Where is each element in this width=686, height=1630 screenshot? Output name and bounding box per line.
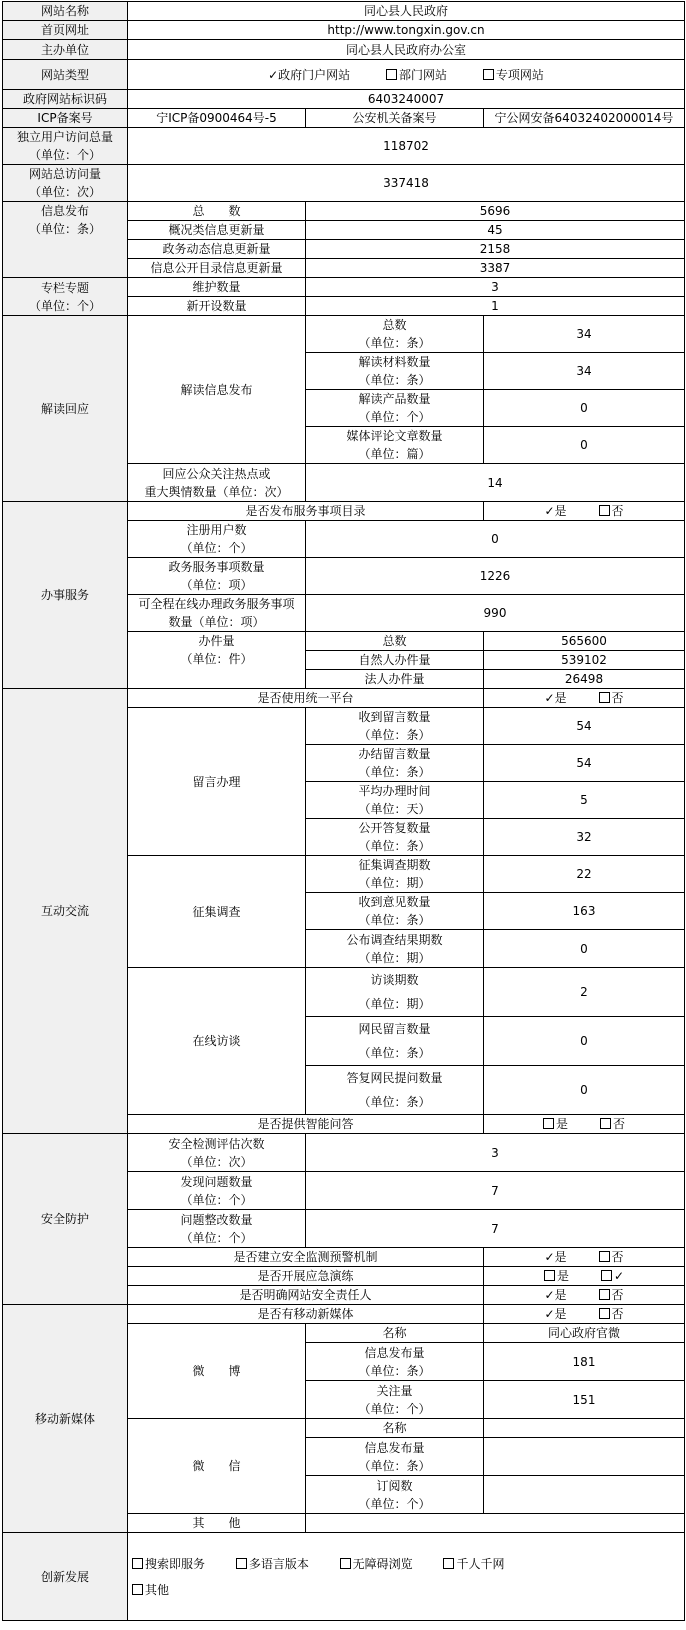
weibo-posts-label: 信息发布量 （单位：条） bbox=[306, 1343, 484, 1381]
security-fixed-label: 问题整改数量 （单位：个） bbox=[128, 1210, 306, 1248]
info-total: 5696 bbox=[306, 202, 685, 221]
msg-recv-label: 收到留言数量 （单位：条） bbox=[306, 708, 484, 745]
site-type-options bbox=[128, 60, 685, 90]
checkbox-icon bbox=[236, 1558, 247, 1569]
msg-done-label: 办结留言数量 （单位：条） bbox=[306, 745, 484, 782]
mobile-has-choice: ✓是 否 bbox=[484, 1305, 685, 1324]
interview-times: 2 bbox=[484, 968, 685, 1017]
warning-choice: ✓是 否 bbox=[484, 1248, 685, 1267]
interpret-material: 34 bbox=[484, 353, 685, 390]
service-online: 990 bbox=[306, 595, 685, 632]
innovation-options bbox=[128, 1533, 685, 1621]
innovation-option-search: 搜索即服务 bbox=[132, 1551, 232, 1577]
interpret-media: 0 bbox=[484, 427, 685, 464]
interpret-material-label: 解读材料数量 （单位：条） bbox=[306, 353, 484, 390]
msg-public: 32 bbox=[484, 819, 685, 856]
info-disclosure: 3387 bbox=[306, 259, 685, 278]
innovation-section-label: 创新发展 bbox=[3, 1533, 128, 1621]
platform-label: 是否使用统一平台 bbox=[128, 689, 484, 708]
homepage-url[interactable]: http://www.tongxin.gov.cn bbox=[128, 21, 685, 40]
uv-value: 118702 bbox=[128, 128, 685, 165]
checkbox-icon bbox=[132, 1558, 143, 1569]
msg-section-label: 留言办理 bbox=[128, 708, 306, 856]
checkbox-icon bbox=[543, 1118, 554, 1129]
homepage-label: 首页网址 bbox=[3, 21, 128, 40]
weibo-label: 微 博 bbox=[128, 1324, 306, 1419]
survey-results: 0 bbox=[484, 930, 685, 968]
police-label: 公安机关备案号 bbox=[306, 109, 484, 128]
interpret-total: 34 bbox=[484, 316, 685, 353]
checkbox-icon bbox=[601, 1270, 612, 1281]
survey-results-label: 公布调查结果期数 （单位：期） bbox=[306, 930, 484, 968]
service-section-label: 办事服务 bbox=[3, 502, 128, 689]
security-section-label: 安全防护 bbox=[3, 1134, 128, 1305]
wechat-name-label: 名称 bbox=[306, 1419, 484, 1438]
police-number: 宁公网安备64032402000014号 bbox=[484, 109, 685, 128]
interpret-product: 0 bbox=[484, 390, 685, 427]
service-catalog-label: 是否发布服务事项目录 bbox=[128, 502, 484, 521]
msg-done: 54 bbox=[484, 745, 685, 782]
weibo-follow-label: 关注量 （单位：个） bbox=[306, 1381, 484, 1419]
pv-value: 337418 bbox=[128, 165, 685, 202]
cases-total-label: 总数 bbox=[306, 632, 484, 651]
interpret-respond: 14 bbox=[306, 464, 685, 502]
checkbox-icon bbox=[599, 1251, 610, 1262]
checkbox-icon bbox=[340, 1558, 351, 1569]
security-checks: 3 bbox=[306, 1134, 685, 1172]
weibo-posts: 181 bbox=[484, 1343, 685, 1381]
checkbox-icon bbox=[599, 692, 610, 703]
icp-number: 宁ICP备0900464号-5 bbox=[128, 109, 306, 128]
survey-opinions-label: 收到意见数量 （单位：条） bbox=[306, 893, 484, 930]
owner-label: 是否明确网站安全责任人 bbox=[128, 1286, 484, 1305]
interaction-section-label: 互动交流 bbox=[3, 689, 128, 1134]
service-items-label: 政务服务事项数量 （单位：项） bbox=[128, 558, 306, 595]
wechat-subs bbox=[484, 1476, 685, 1514]
interpret-publish-label: 解读信息发布 bbox=[128, 316, 306, 464]
type-option-portal: ✓政府门户网站 bbox=[268, 67, 351, 82]
interview-answers: 0 bbox=[484, 1066, 685, 1115]
wechat-label: 微 信 bbox=[128, 1419, 306, 1514]
website-annual-report-table bbox=[2, 1, 685, 1621]
smart-qa-label: 是否提供智能问答 bbox=[128, 1115, 484, 1134]
innovation-option-multilang: 多语言版本 bbox=[236, 1551, 336, 1577]
innovation-option-personalized: 千人千网 bbox=[443, 1551, 543, 1577]
info-total-label: 总 数 bbox=[128, 202, 306, 221]
service-cases-label: 办件量 （单位：件） bbox=[128, 632, 306, 689]
interview-section-label: 在线访谈 bbox=[128, 968, 306, 1115]
wechat-posts-label: 信息发布量 （单位：条） bbox=[306, 1438, 484, 1476]
survey-times-label: 征集调查期数 （单位：期） bbox=[306, 856, 484, 893]
platform-choice: ✓是 否 bbox=[484, 689, 685, 708]
info-overview-label: 概况类信息更新量 bbox=[128, 221, 306, 240]
info-overview: 45 bbox=[306, 221, 685, 240]
checkbox-icon bbox=[599, 1289, 610, 1300]
checkbox-icon bbox=[544, 1270, 555, 1281]
other-media-value bbox=[306, 1514, 685, 1533]
checkbox-icon bbox=[600, 1118, 611, 1129]
msg-time-label: 平均办理时间 （单位：天） bbox=[306, 782, 484, 819]
site-type-label: 网站类型 bbox=[3, 60, 128, 90]
type-option-department: 部门网站 bbox=[386, 66, 447, 84]
sponsor-label: 主办单位 bbox=[3, 40, 128, 60]
column-maintain: 3 bbox=[306, 278, 685, 297]
drill-label: 是否开展应急演练 bbox=[128, 1267, 484, 1286]
interview-msgs-label: 网民留言数量 （单位：条） bbox=[306, 1017, 484, 1066]
checkbox-icon bbox=[599, 1308, 610, 1319]
interpret-product-label: 解读产品数量 （单位：个） bbox=[306, 390, 484, 427]
info-disclosure-label: 信息公开目录信息更新量 bbox=[128, 259, 306, 278]
msg-public-label: 公开答复数量 （单位：条） bbox=[306, 819, 484, 856]
drill-choice: 是 ✓ bbox=[484, 1267, 685, 1286]
sponsor: 同心县人民政府办公室 bbox=[128, 40, 685, 60]
icp-label: ICP备案号 bbox=[3, 109, 128, 128]
mobile-has-label: 是否有移动新媒体 bbox=[128, 1305, 484, 1324]
service-users-label: 注册用户数 （单位：个） bbox=[128, 521, 306, 558]
mobile-section-label: 移动新媒体 bbox=[3, 1305, 128, 1533]
cases-total: 565600 bbox=[484, 632, 685, 651]
innovation-option-accessible: 无障碍浏览 bbox=[340, 1551, 440, 1577]
info-news-label: 政务动态信息更新量 bbox=[128, 240, 306, 259]
msg-recv: 54 bbox=[484, 708, 685, 745]
interview-msgs: 0 bbox=[484, 1017, 685, 1066]
checkbox-icon bbox=[132, 1584, 143, 1595]
column-new-label: 新开设数量 bbox=[128, 297, 306, 316]
interpret-total-label: 总数 （单位：条） bbox=[306, 316, 484, 353]
interview-times-label: 访谈期数 （单位：期） bbox=[306, 968, 484, 1017]
survey-section-label: 征集调查 bbox=[128, 856, 306, 968]
service-catalog-choice: ✓是 否 bbox=[484, 502, 685, 521]
checkbox-icon bbox=[443, 1558, 454, 1569]
column-maintain-label: 维护数量 bbox=[128, 278, 306, 297]
column-section-label: 专栏专题 （单位：个） bbox=[3, 278, 128, 316]
survey-opinions: 163 bbox=[484, 893, 685, 930]
uv-label: 独立用户访问总量 （单位：个） bbox=[3, 128, 128, 165]
security-checks-label: 安全检测评估次数 （单位：次） bbox=[128, 1134, 306, 1172]
site-name: 同心县人民政府 bbox=[128, 2, 685, 21]
pv-label: 网站总访问量 （单位：次） bbox=[3, 165, 128, 202]
wechat-name bbox=[484, 1419, 685, 1438]
info-news: 2158 bbox=[306, 240, 685, 259]
checkbox-icon bbox=[599, 505, 610, 516]
service-items: 1226 bbox=[306, 558, 685, 595]
weibo-name: 同心政府官微 bbox=[484, 1324, 685, 1343]
survey-times: 22 bbox=[484, 856, 685, 893]
cases-person: 539102 bbox=[484, 651, 685, 670]
site-name-label: 网站名称 bbox=[3, 2, 128, 21]
weibo-follow: 151 bbox=[484, 1381, 685, 1419]
innovation-option-other: 其他 bbox=[132, 1577, 232, 1603]
other-media-label: 其 他 bbox=[128, 1514, 306, 1533]
cases-person-label: 自然人办件量 bbox=[306, 651, 484, 670]
interpret-respond-label: 回应公众关注热点或 重大舆情数量（单位：次） bbox=[128, 464, 306, 502]
owner-choice: ✓是 否 bbox=[484, 1286, 685, 1305]
msg-time: 5 bbox=[484, 782, 685, 819]
service-online-label: 可全程在线办理政务服务事项 数量（单位：项） bbox=[128, 595, 306, 632]
interview-answers-label: 答复网民提问数量 （单位：条） bbox=[306, 1066, 484, 1115]
gov-id-label: 政府网站标识码 bbox=[3, 90, 128, 109]
column-new: 1 bbox=[306, 297, 685, 316]
service-users: 0 bbox=[306, 521, 685, 558]
security-fixed: 7 bbox=[306, 1210, 685, 1248]
checkbox-icon bbox=[483, 69, 494, 80]
cases-legal: 26498 bbox=[484, 670, 685, 689]
interpret-section-label: 解读回应 bbox=[3, 316, 128, 502]
security-found: 7 bbox=[306, 1172, 685, 1210]
interpret-media-label: 媒体评论文章数量 （单位：篇） bbox=[306, 427, 484, 464]
cases-legal-label: 法人办件量 bbox=[306, 670, 484, 689]
wechat-posts bbox=[484, 1438, 685, 1476]
warning-label: 是否建立安全监测预警机制 bbox=[128, 1248, 484, 1267]
smart-qa-choice: 是 否 bbox=[484, 1115, 685, 1134]
gov-id: 6403240007 bbox=[128, 90, 685, 109]
checkbox-icon bbox=[386, 69, 397, 80]
weibo-name-label: 名称 bbox=[306, 1324, 484, 1343]
type-option-special: 专项网站 bbox=[483, 66, 544, 84]
wechat-subs-label: 订阅数 （单位：个） bbox=[306, 1476, 484, 1514]
security-found-label: 发现问题数量 （单位：个） bbox=[128, 1172, 306, 1210]
info-section-label: 信息发布 （单位：条） bbox=[3, 202, 128, 278]
